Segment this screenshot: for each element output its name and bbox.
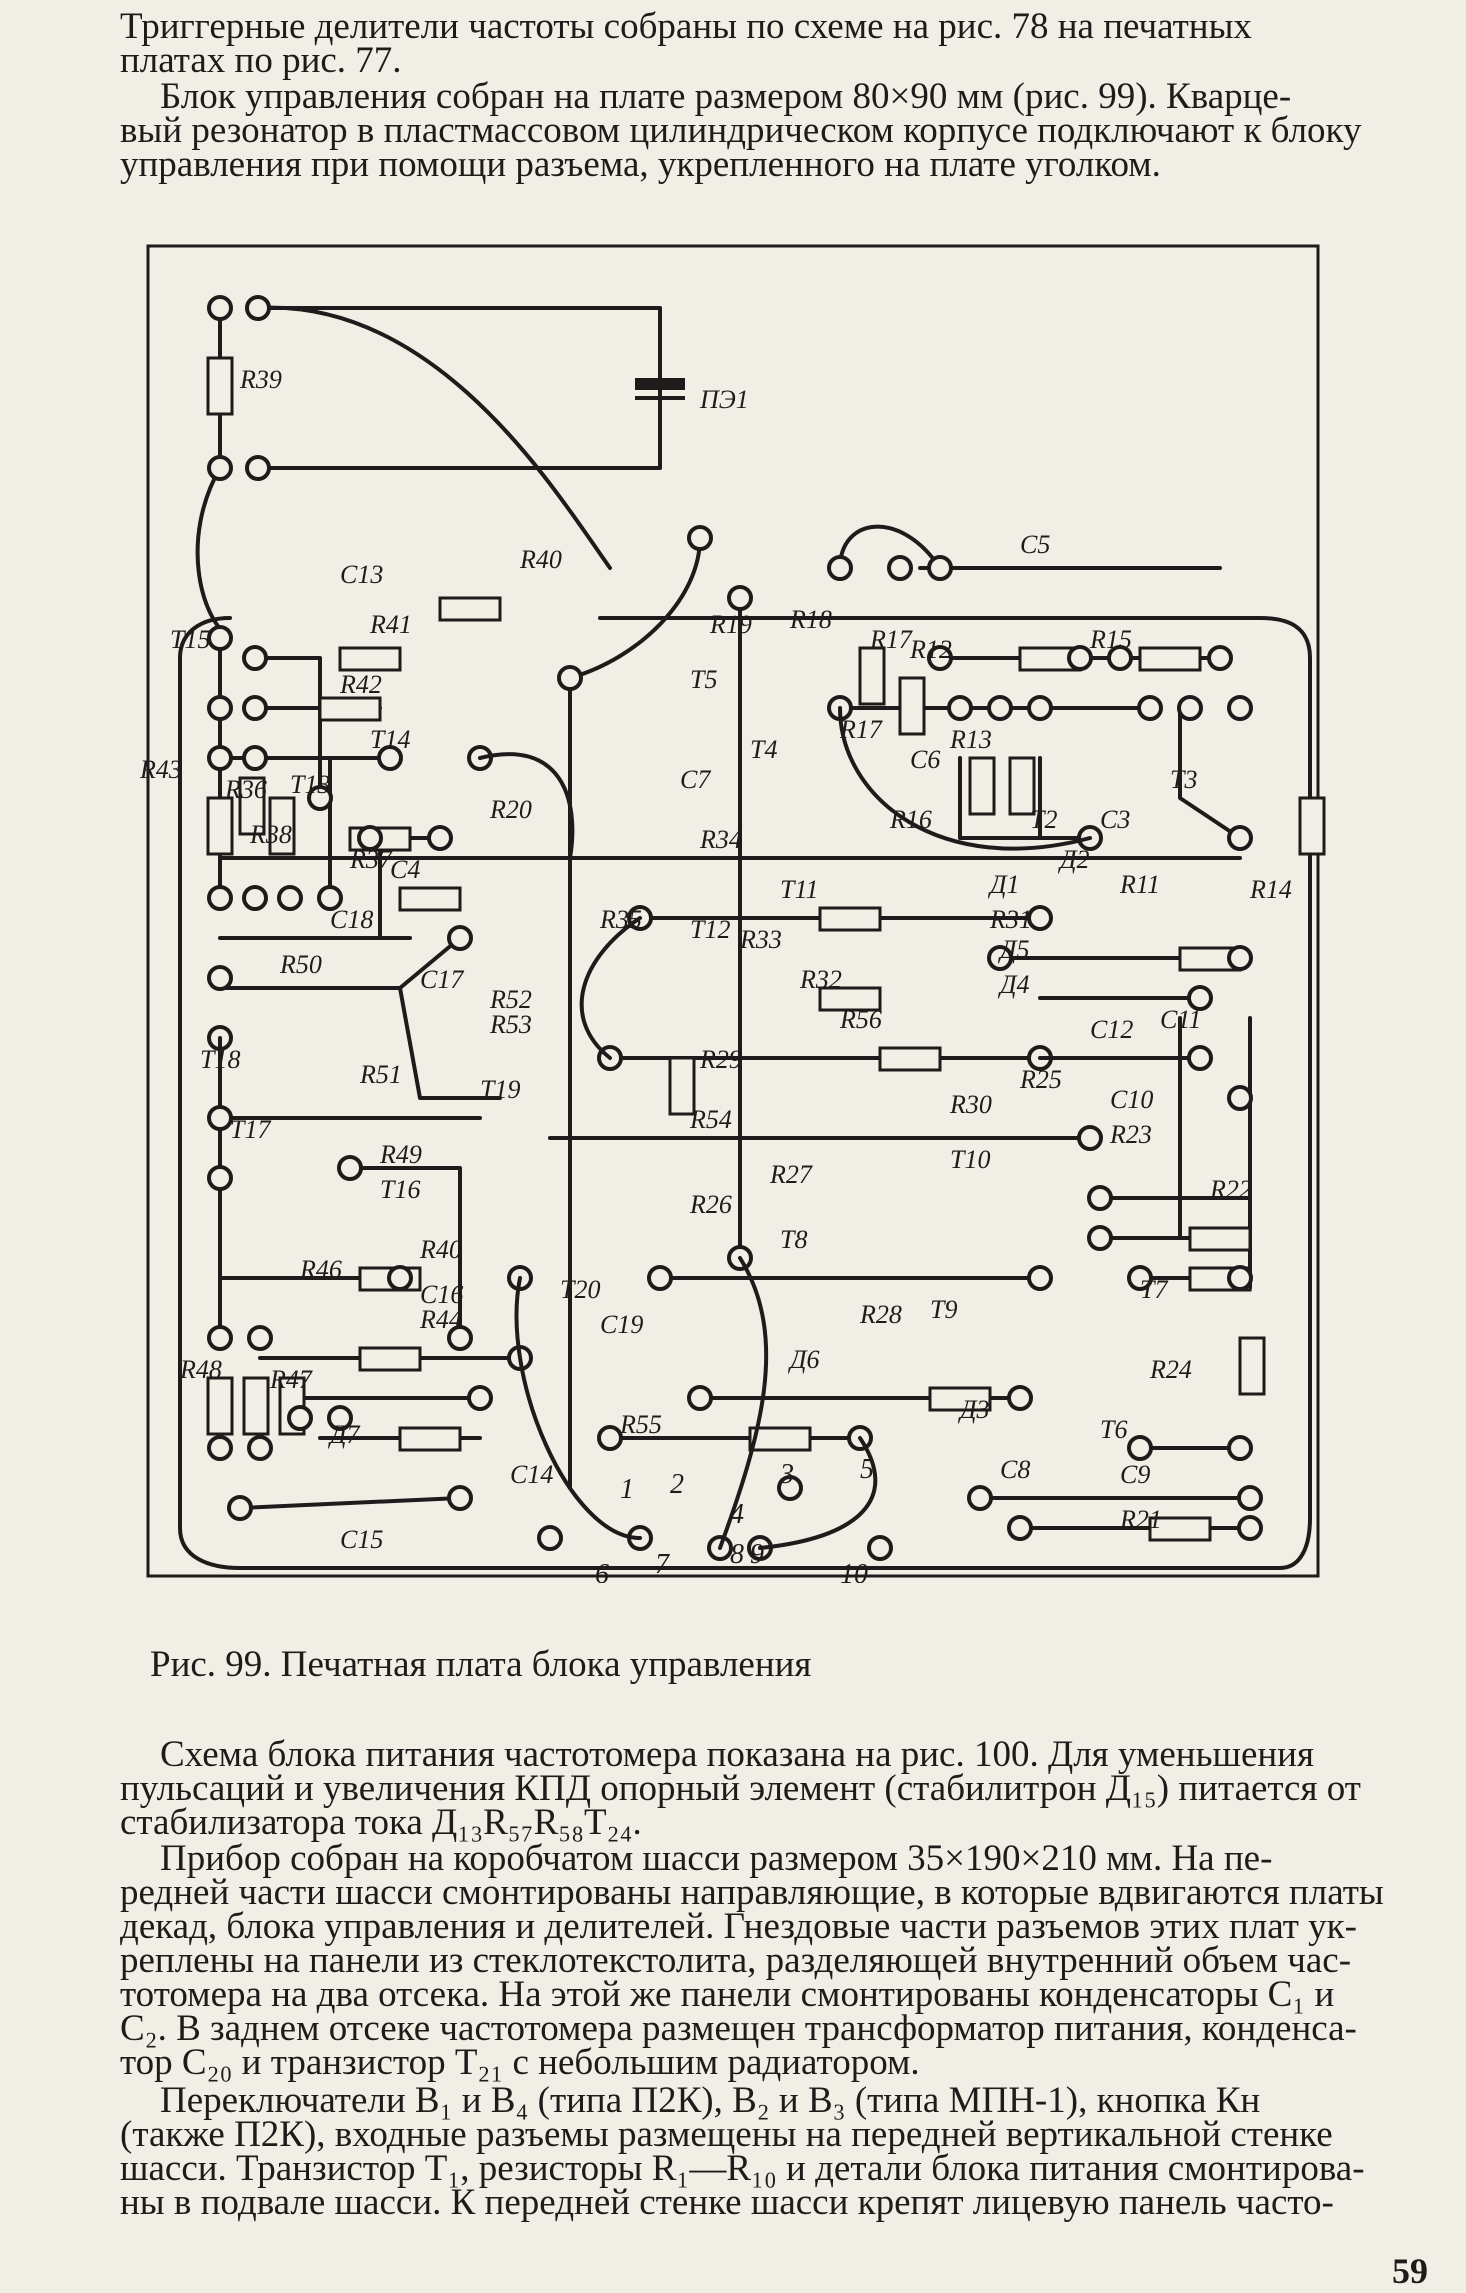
svg-text:C10: C10 [1110, 1085, 1154, 1114]
svg-text:C11: C11 [1160, 1005, 1202, 1034]
svg-text:R40: R40 [520, 545, 562, 574]
svg-text:T10: T10 [950, 1145, 991, 1174]
svg-text:R11: R11 [1120, 870, 1160, 899]
svg-text:6: 6 [595, 1559, 609, 1583]
svg-text:Д7: Д7 [330, 1420, 360, 1449]
svg-text:R52: R52 [490, 985, 532, 1014]
svg-text:R28: R28 [860, 1300, 902, 1329]
page-number: 59 [1392, 2251, 1428, 2291]
svg-text:R44: R44 [420, 1305, 462, 1334]
svg-text:T15: T15 [170, 625, 211, 654]
svg-text:C8: C8 [1000, 1455, 1031, 1484]
text-line: Блок управления собран на плате размером 80×90 мм (рис. 99). Кварце- [160, 76, 1292, 117]
board-outline [148, 246, 1318, 1576]
svg-text:R34: R34 [700, 825, 742, 854]
svg-text:C14: C14 [510, 1460, 554, 1489]
svg-text:T5: T5 [690, 665, 718, 694]
svg-text:Д5: Д5 [1000, 935, 1030, 964]
text-line: редней части шасси смонтированы направляющие, в которые вдвигаются платы [120, 1872, 1384, 1913]
resistor-r39 [208, 358, 232, 414]
svg-text:T14: T14 [370, 725, 411, 754]
svg-text:R56: R56 [840, 1005, 882, 1034]
svg-text:1: 1 [620, 1474, 634, 1505]
svg-text:Д1: Д1 [990, 870, 1020, 899]
svg-text:R42: R42 [340, 670, 382, 699]
svg-text:R24: R24 [1150, 1355, 1192, 1384]
svg-text:R55: R55 [620, 1410, 662, 1439]
svg-text:R46: R46 [300, 1255, 342, 1284]
svg-text:T12: T12 [690, 915, 731, 944]
svg-text:C6: C6 [910, 745, 941, 774]
svg-text:3: 3 [780, 1459, 794, 1490]
svg-text:C7: C7 [680, 765, 711, 794]
svg-text:T19: T19 [480, 1075, 521, 1104]
svg-text:Д3: Д3 [960, 1395, 990, 1424]
svg-text:R38: R38 [250, 820, 292, 849]
svg-text:R51: R51 [360, 1060, 402, 1089]
svg-text:7: 7 [655, 1549, 669, 1580]
svg-text:9: 9 [750, 1539, 764, 1570]
svg-text:R36: R36 [225, 775, 267, 804]
svg-text:R16: R16 [890, 805, 932, 834]
svg-text:R17: R17 [870, 625, 912, 654]
svg-text:Д4: Д4 [1000, 970, 1030, 999]
svg-text:R21: R21 [1120, 1505, 1162, 1534]
text-line: Переключатели B₁ и B₄ (типа П2К), B₂ и B₃ (типа МПН-1), кнопка Кн [160, 2080, 1261, 2121]
svg-text:R22: R22 [1210, 1175, 1252, 1204]
svg-text:T11: T11 [780, 875, 819, 904]
text-line: Схема блока питания частотомера показана на рис. 100. Для уменьшения [160, 1734, 1314, 1775]
text-line: реплены на панели из стеклотекстолита, разделяющей внутренний объем час- [120, 1940, 1352, 1981]
pcb-figure [140, 238, 1330, 1583]
text-line: декад, блока управления и делителей. Гнездовые части разъемов этих плат ук- [120, 1906, 1357, 1947]
text-line: тор C₂₀ и транзистор T₂₁ с небольшим радиатором. [120, 2042, 920, 2083]
svg-text:5: 5 [860, 1454, 874, 1485]
svg-text:C13: C13 [340, 560, 384, 589]
svg-text:T17: T17 [230, 1115, 271, 1144]
svg-text:4: 4 [730, 1499, 744, 1530]
svg-text:C4: C4 [390, 855, 421, 884]
svg-text:C15: C15 [340, 1525, 384, 1554]
svg-text:T2: T2 [1030, 805, 1058, 834]
text-line: платах по рис. 77. [120, 40, 402, 81]
svg-text:ПЭ1: ПЭ1 [700, 385, 749, 414]
text-line: вый резонатор в пластмассовом цилиндрическом корпусе подключают к блоку [120, 110, 1362, 151]
svg-text:R49: R49 [380, 1140, 422, 1169]
svg-text:R32: R32 [800, 965, 842, 994]
text-line: пульсаций и увеличения КПД опорный элемент (стабилитрон Д₁₅) питается от [120, 1768, 1361, 1809]
svg-text:2: 2 [670, 1469, 684, 1500]
svg-text:C9: C9 [1120, 1460, 1151, 1489]
paragraph-switches [120, 2080, 1430, 2223]
svg-text:T3: T3 [1170, 765, 1198, 794]
svg-text:T20: T20 [560, 1275, 601, 1304]
text-line: Триггерные делители частоты собраны по схеме на рис. 78 на печатных [120, 6, 1252, 47]
svg-text:C17: C17 [420, 965, 464, 994]
svg-text:C18: C18 [330, 905, 374, 934]
svg-text:R29: R29 [700, 1045, 742, 1074]
svg-text:R43: R43 [140, 755, 182, 784]
svg-text:Д6: Д6 [790, 1345, 820, 1374]
svg-text:R31: R31 [990, 905, 1032, 934]
svg-text:T4: T4 [750, 735, 778, 764]
text-line: шасси. Транзистор T₁, резисторы R₁—R₁₀ и детали блока питания смонтирова- [120, 2148, 1365, 2189]
text-line: Прибор собран на коробчатом шасси размером 35×190×210 мм. На пе- [160, 1838, 1273, 1879]
figure-caption: Рис. 99. Печатная плата блока управления [150, 1644, 812, 1685]
svg-text:R13: R13 [950, 725, 992, 754]
svg-text:R27: R27 [770, 1160, 812, 1189]
svg-text:T18: T18 [200, 1045, 241, 1074]
text-line: управления при помощи разъема, укрепленного на плате уголком. [120, 144, 1161, 185]
svg-text:T13: T13 [290, 770, 331, 799]
text-line: (также П2К), входные разъемы размещены на передней вертикальной стенке [120, 2114, 1333, 2155]
svg-text:T16: T16 [380, 1175, 421, 1204]
svg-text:R39: R39 [240, 365, 282, 394]
svg-text:C3: C3 [1100, 805, 1131, 834]
svg-text:C12: C12 [1090, 1015, 1134, 1044]
svg-text:R17: R17 [840, 715, 882, 744]
svg-text:C5: C5 [1020, 530, 1051, 559]
paragraph-control-block [120, 76, 1430, 185]
svg-text:R54: R54 [690, 1105, 732, 1134]
svg-text:R20: R20 [490, 795, 532, 824]
svg-text:R19: R19 [710, 610, 752, 639]
svg-text:R33: R33 [740, 925, 782, 954]
svg-text:T6: T6 [1100, 1415, 1128, 1444]
svg-text:R41: R41 [370, 610, 412, 639]
svg-text:C16: C16 [420, 1280, 464, 1309]
svg-text:R48: R48 [180, 1355, 222, 1384]
svg-text:R50: R50 [280, 950, 322, 979]
svg-text:R18: R18 [790, 605, 832, 634]
text-line: стабилизатора тока Д₁₃R₅₇R₅₈T₂₄. [120, 1802, 642, 1843]
text-line: ны в подвале шасси. К передней стенке шасси крепят лицевую панель часто- [120, 2182, 1334, 2223]
svg-text:R23: R23 [1110, 1120, 1152, 1149]
svg-text:R37: R37 [350, 845, 392, 874]
text-line: C₂. В заднем отсеке частотомера размещен трансформатор питания, конденса- [120, 2008, 1357, 2049]
paragraph-chassis [120, 1838, 1430, 2083]
svg-text:R47: R47 [270, 1365, 312, 1394]
svg-text:T7: T7 [1140, 1275, 1168, 1304]
svg-text:R12: R12 [910, 635, 952, 664]
svg-text:10: 10 [840, 1559, 868, 1583]
svg-text:R30: R30 [950, 1090, 992, 1119]
svg-text:C19: C19 [600, 1310, 644, 1339]
svg-text:T9: T9 [930, 1295, 958, 1324]
svg-text:R14: R14 [1250, 875, 1292, 904]
svg-text:R25: R25 [1020, 1065, 1062, 1094]
svg-text:R40: R40 [420, 1235, 462, 1264]
paragraph-power-supply [120, 1734, 1430, 1843]
pcb-drawing [140, 238, 1330, 1583]
paragraph-dividers [120, 6, 1430, 81]
svg-text:R26: R26 [690, 1190, 732, 1219]
svg-text:R53: R53 [490, 1010, 532, 1039]
svg-text:R35: R35 [600, 905, 642, 934]
text-line: тотомера на два отсека. На этой же панели смонтированы конденсаторы C₁ и [120, 1974, 1335, 2015]
svg-text:T8: T8 [780, 1225, 808, 1254]
svg-text:Д2: Д2 [1060, 845, 1090, 874]
svg-text:R15: R15 [1090, 625, 1132, 654]
svg-text:8: 8 [730, 1539, 744, 1570]
